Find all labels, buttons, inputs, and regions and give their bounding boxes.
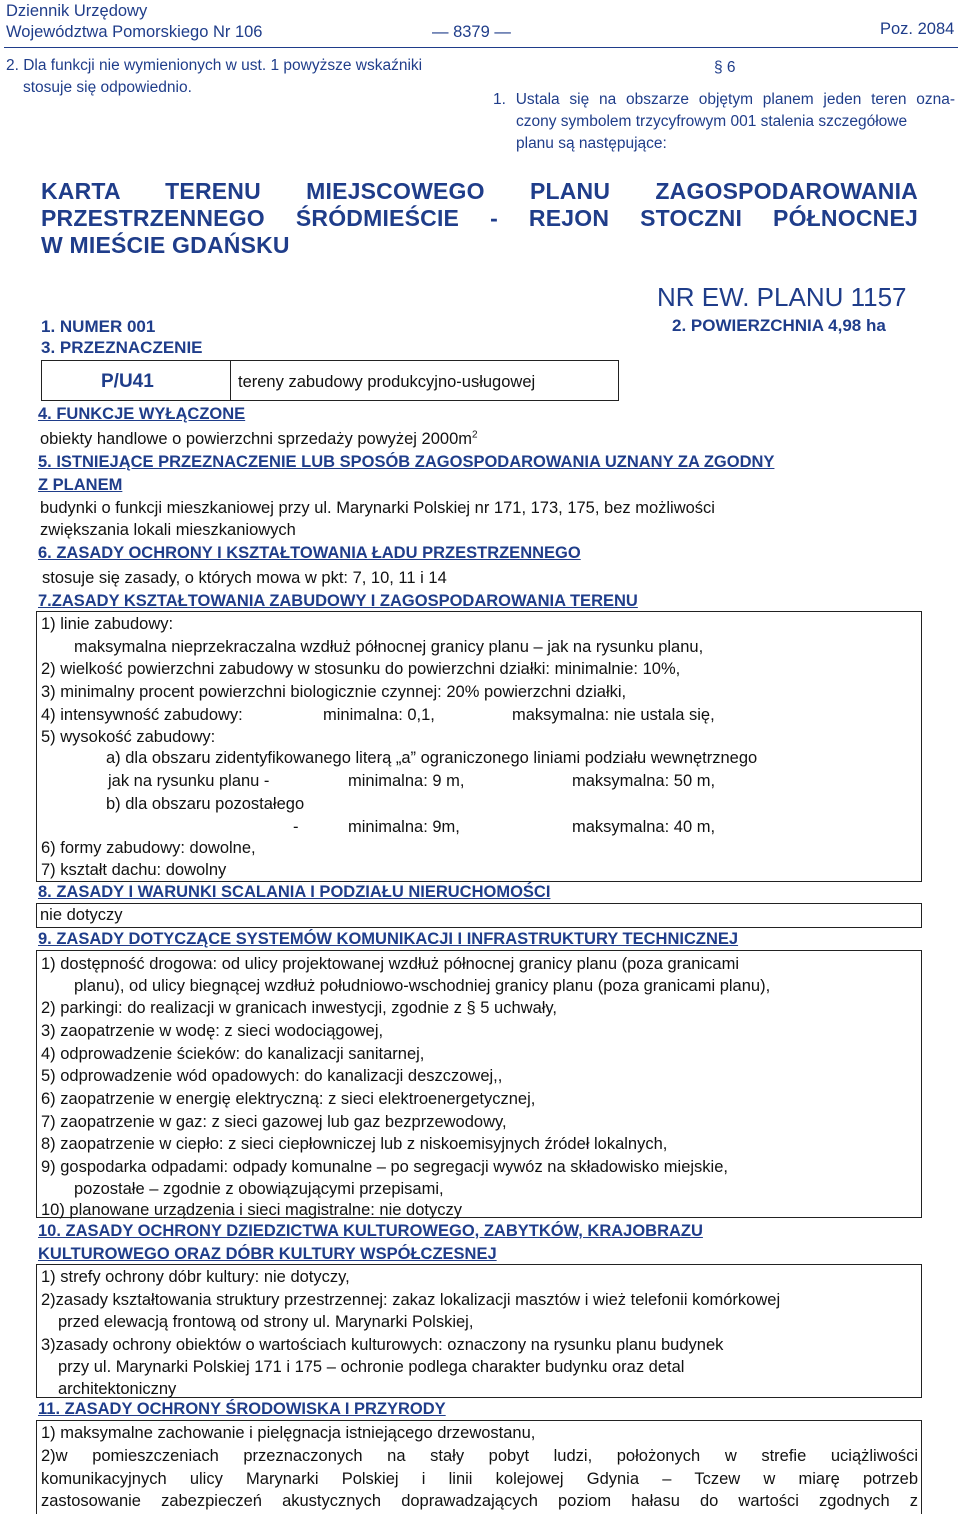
s7-item5-a-max: maksymalna: 50 m, xyxy=(572,772,716,790)
journal-title: Dziennik Urzędowy xyxy=(6,2,148,20)
s7-item1-text: maksymalna nieprzekraczalna wzdłuż północnej granicy planu – jak na rysunku planu, xyxy=(74,638,704,656)
s7-item5-a: a) dla obszaru zidentyfikowanego literą „a” ograniczonego liniami podziału wewnętrznego xyxy=(106,749,758,767)
s9-heading: 9. ZASADY DOTYCZĄCE SYSTEMÓW KOMUNIKACJI I INFRASTRUKTURY TECHNICZNEJ xyxy=(38,930,739,948)
s9-item1-cont: planu), od ulicy biegnącej wzdłuż południowo-wschodniej granicy planu (poza granicami planu), xyxy=(74,977,771,995)
zone-symbol: P/U41 xyxy=(101,371,154,392)
s5-text-line2: zwiększania lokali mieszkaniowych xyxy=(40,521,296,539)
s9-item9: 9) gospodarka odpadami: odpady komunalne – po segregacji wywóz na składowisko miejskie, xyxy=(41,1158,728,1176)
s8-heading: 8. ZASADY I WARUNKI SCALANIA I PODZIAŁU NIERUCHOMOŚCI xyxy=(38,883,551,901)
s11-item2: 2)w pomieszczeniach przeznaczonych na stały pobyt ludzi, położonych w strefie uciążliwości xyxy=(41,1447,918,1465)
s7-item4-min: minimalna: 0,1, xyxy=(323,706,435,724)
s7-item5-b-max: maksymalna: 40 m, xyxy=(572,818,716,836)
s7-item6: 6) formy zabudowy: dowolne, xyxy=(41,839,256,857)
s8-box xyxy=(36,903,922,928)
s9-item10: 10) planowane urządzenia i sieci magistralne: nie dotyczy xyxy=(41,1201,462,1219)
intro-left-line1: 2. Dla funkcji nie wymienionych w ust. 1 powyższe wskaźniki xyxy=(6,57,423,74)
purpose-divider xyxy=(230,360,231,401)
s9-item1: 1) dostępność drogowa: od ulicy projektowanej wzdłuż północnej granicy planu (poza granicami xyxy=(41,955,739,973)
s8-text: nie dotyczy xyxy=(40,906,123,924)
s5-heading-line2: Z PLANEM xyxy=(38,476,123,494)
s10-item2: 2)zasady kształtowania struktury przestrzennej: zakaz lokalizacji masztów i wież telefonii komórkowej xyxy=(41,1291,781,1309)
s7-item2: 2) wielkość powierzchni zabudowy w stosunku do powierzchni działki: minimalnie: 10%, xyxy=(41,660,681,678)
s9-item4: 4) odprowadzenie ścieków: do kanalizacji sanitarnej, xyxy=(41,1045,425,1063)
card-area: 2. POWIERZCHNIA 4,98 ha xyxy=(672,316,886,335)
s7-heading: 7.ZASADY KSZTAŁTOWANIA ZABUDOWY I ZAGOSPODAROWANIA TERENU xyxy=(38,592,638,610)
zone-description: tereny zabudowy produkcyjno-usługowej xyxy=(238,373,536,391)
s7-item5-b: b) dla obszaru pozostałego xyxy=(106,795,305,813)
s9-item9-cont: pozostałe – zgodnie z obowiązującymi przepisami, xyxy=(74,1180,444,1198)
s7-item5: 5) wysokość zabudowy: xyxy=(41,728,216,746)
s9-item8: 8) zaopatrzenie w ciepło: z sieci ciepłowniczej lub z niskoemisyjnych źródeł lokalnych, xyxy=(41,1135,668,1153)
s4-heading: 4. FUNKCJE WYŁĄCZONE xyxy=(38,405,246,423)
s10-heading-line2: KULTUROWEGO ORAZ DÓBR KULTURY WSPÓŁCZESNEJ xyxy=(38,1245,497,1263)
page-number: — 8379 — xyxy=(432,23,511,41)
s7-item4: 4) intensywność zabudowy: xyxy=(41,706,243,724)
s11-item2-cont2: zastosowanie zabezpieczeń akustycznych doprawadzających poziom hałasu do wartości zgodnych z xyxy=(41,1492,918,1510)
journal-subtitle: Województwa Pomorskiego Nr 106 xyxy=(6,23,263,41)
position-number: Poz. 2084 xyxy=(880,20,955,38)
s11-heading: 11. ZASADY OCHRONY ŚRODOWISKA I PRZYRODY xyxy=(38,1400,446,1418)
s4-text: obiekty handlowe o powierzchni sprzedaży powyżej $2000m^2$ xyxy=(40,429,478,448)
s7-item5-b-dash: - xyxy=(293,818,299,836)
card-title-line1: KARTA TERENU MIEJSCOWEGO PLANU ZAGOSPODAROWANIA xyxy=(41,178,918,204)
s5-heading-line1: 5. ISTNIEJĄCE PRZEZNACZENIE LUB SPOSÓB ZAGOSPODAROWANIA UZNANY ZA ZGODNY xyxy=(38,453,775,471)
s7-item1: 1) linie zabudowy: xyxy=(41,615,174,633)
s7-item5-a-min: minimalna: 9 m, xyxy=(348,772,465,790)
card-number: 1. NUMER 001 xyxy=(41,317,156,336)
s6-text: stosuje się zasady, o których mowa w pkt: 7, 10, 11 i 14 xyxy=(42,569,447,587)
card-title-line3: W MIEŚCIE GDAŃSKU xyxy=(41,232,290,258)
intro-right-line2: czony symbolem trzycyfrowym 001 stalenia szczegółowe xyxy=(516,113,908,130)
s7-item7: 7) kształt dachu: dowolny xyxy=(41,861,227,879)
s7-item5-a-label: jak na rysunku planu - xyxy=(108,772,270,790)
plan-number: NR EW. PLANU 1157 xyxy=(657,282,907,312)
s9-item6: 6) zaopatrzenie w energię elektryczną: z sieci elektroenergetycznej, xyxy=(41,1090,536,1108)
s7-item3: 3) minimalny procent powierzchni biologicznie czynnej: 20% powierzchni działki, xyxy=(41,683,627,701)
s10-item3-cont: przy ul. Marynarki Polskiej 171 i 175 – ochronie podlega charakter budynku oraz detal xyxy=(58,1358,685,1376)
paragraph-mark: § 6 xyxy=(714,59,736,76)
header-rule xyxy=(4,47,958,48)
s10-item3-cont2: architektoniczny xyxy=(58,1380,177,1398)
s5-text-line1: budynki o funkcji mieszkaniowej przy ul. Marynarki Polskiej nr 171, 173, 175, bez możliwości xyxy=(40,499,715,517)
s6-heading: 6. ZASADY OCHRONY I KSZTAŁTOWANIA ŁADU PRZESTRZENNEGO xyxy=(38,544,581,562)
s9-item2: 2) parkingi: do realizacji w granicach inwestycji, zgodnie z § 5 uchwały, xyxy=(41,999,558,1017)
s11-item2-cont: komunikacyjnych ulicy Marynarki Polskiej i linii kolejowej Gdynia – Tczew w miarę potrzeb xyxy=(41,1470,918,1488)
purpose-heading: 3. PRZEZNACZENIE xyxy=(41,338,203,357)
intro-right-line1: 1. Ustala się na obszarze objętym planem jeden teren ozna- xyxy=(493,91,955,108)
s7-item5-b-min: minimalna: 9m, xyxy=(348,818,460,836)
s9-item3: 3) zaopatrzenie w wodę: z sieci wodociągowej, xyxy=(41,1022,384,1040)
card-title-line2: PRZESTRZENNEGO ŚRÓDMIEŚCIE - REJON STOCZNI PÓŁNOCNEJ xyxy=(41,205,918,231)
s10-item3: 3)zasady ochrony obiektów o wartościach kulturowych: oznaczony na rysunku planu budynek xyxy=(41,1336,724,1354)
s9-item7: 7) zaopatrzenie w gaz: z sieci gazowej lub gaz bezprzewodowy, xyxy=(41,1113,507,1131)
s10-item2-cont: przed elewacją frontową od strony ul. Marynarki Polskiej, xyxy=(58,1313,474,1331)
s10-item1: 1) strefy ochrony dóbr kultury: nie dotyczy, xyxy=(41,1268,350,1286)
s10-heading-line1: 10. ZASADY OCHRONY DZIEDZICTWA KULTUROWEGO, ZABYTKÓW, KRAJOBRAZU xyxy=(38,1222,703,1240)
s11-item1: 1) maksymalne zachowanie i pielęgnacja istniejącego drzewostanu, xyxy=(41,1424,536,1442)
intro-left-line2: stosuje się odpowiednio. xyxy=(23,79,192,96)
intro-right-line3: planu są następujące: xyxy=(516,135,667,152)
s9-item5: 5) odprowadzenie wód opadowych: do kanalizacji deszczowej,, xyxy=(41,1067,503,1085)
s7-item4-max: maksymalna: nie ustala się, xyxy=(512,706,715,724)
